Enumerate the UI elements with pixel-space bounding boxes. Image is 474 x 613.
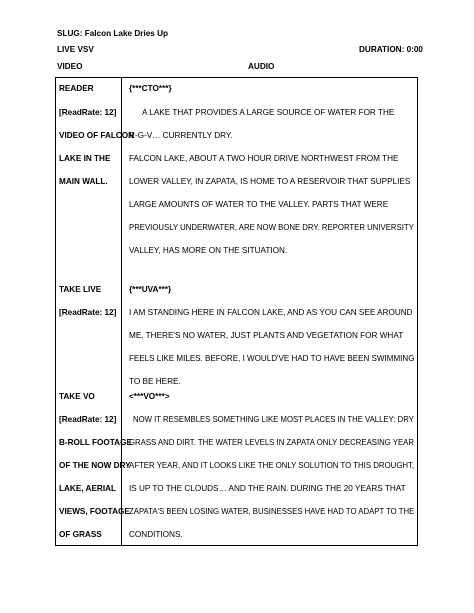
video-readrate: [ReadRate: 12] <box>59 108 117 117</box>
audio-line: LARGE AMOUNTS OF WATER TO THE VALLEY. PARTS THAT WERE <box>129 200 389 209</box>
audio-line: TO BE HERE. <box>129 377 181 386</box>
column-divider <box>121 77 122 546</box>
video-cue-take-live: TAKE LIVE <box>59 285 102 294</box>
audio-line: I AM STANDING HERE IN FALCON LAKE, AND AS YOU CAN SEE AROUND <box>129 308 413 317</box>
audio-cue-vo: <***VO***> <box>129 392 170 401</box>
audio-line: A LAKE THAT PROVIDES A LARGE SOURCE OF WATER FOR THE <box>142 108 395 117</box>
video-description: VIDEO OF FALCON <box>59 131 135 140</box>
audio-line: FALCON LAKE, ABOUT A TWO HOUR DRIVE NORTHWEST FROM THE <box>129 154 399 163</box>
duration-label: DURATION: 0:00 <box>359 45 423 54</box>
live-vsv-label: LIVE VSV <box>57 45 94 54</box>
slug-line: SLUG: Falcon Lake Dries Up <box>57 29 169 38</box>
audio-line: PREVIOUSLY UNDERWATER, ARE NOW BONE DRY. REPORTER UNIVERSITY <box>129 223 414 232</box>
video-description: LAKE, AERIAL <box>59 484 117 493</box>
video-column-header: VIDEO <box>57 62 83 71</box>
audio-cue-uva: {***UVA***} <box>129 285 172 294</box>
video-description: VIEWS, FOOTAGE <box>59 507 130 516</box>
video-description: OF GRASS <box>59 530 102 539</box>
video-cue-reader: READER <box>59 84 94 93</box>
video-cue-take-vo: TAKE VO <box>59 392 95 401</box>
audio-line: AFTER YEAR, AND IT LOOKS LIKE THE ONLY SOLUTION TO THIS DROUGHT, <box>129 461 415 470</box>
audio-cue-cto: {***CTO***} <box>129 84 172 93</box>
audio-line: LOWER VALLEY, IN ZAPATA, IS HOME TO A RESERVOIR THAT SUPPLIES <box>129 177 411 186</box>
audio-column-header: AUDIO <box>248 62 275 71</box>
audio-line: NOW IT RESEMBLES SOMETHING LIKE MOST PLACES IN THE VALLEY: DRY <box>133 415 414 424</box>
audio-line: ME, THERE'S NO WATER, JUST PLANTS AND VEGETATION FOR WHAT <box>129 331 404 340</box>
audio-line: R-G-V… CURRENTLY DRY. <box>129 131 233 140</box>
audio-line: FEELS LIKE MILES. BEFORE, I WOULD'VE HAD TO HAVE BEEN SWIMMING <box>129 354 415 363</box>
audio-line: CONDITIONS. <box>129 530 183 539</box>
audio-line: VALLEY, HAS MORE ON THE SITUATION. <box>129 246 288 255</box>
video-description: OF THE NOW DRY <box>59 461 131 470</box>
video-readrate: [ReadRate: 12] <box>59 308 117 317</box>
audio-line: GRASS AND DIRT. THE WATER LEVELS IN ZAPATA ONLY DECREASING YEAR <box>129 438 414 447</box>
video-description: MAIN WALL. <box>59 177 108 186</box>
video-description: LAKE IN THE <box>59 154 111 163</box>
video-description: B-ROLL FOOTAGE <box>59 438 132 447</box>
audio-line: IS UP TO THE CLOUDS… AND THE RAIN. DURING THE 20 YEARS THAT <box>129 484 406 493</box>
audio-line: ZAPATA'S BEEN LOSING WATER, BUSINESSES HAVE HAD TO ADAPT TO THE <box>129 507 415 516</box>
video-readrate: [ReadRate: 12] <box>59 415 117 424</box>
